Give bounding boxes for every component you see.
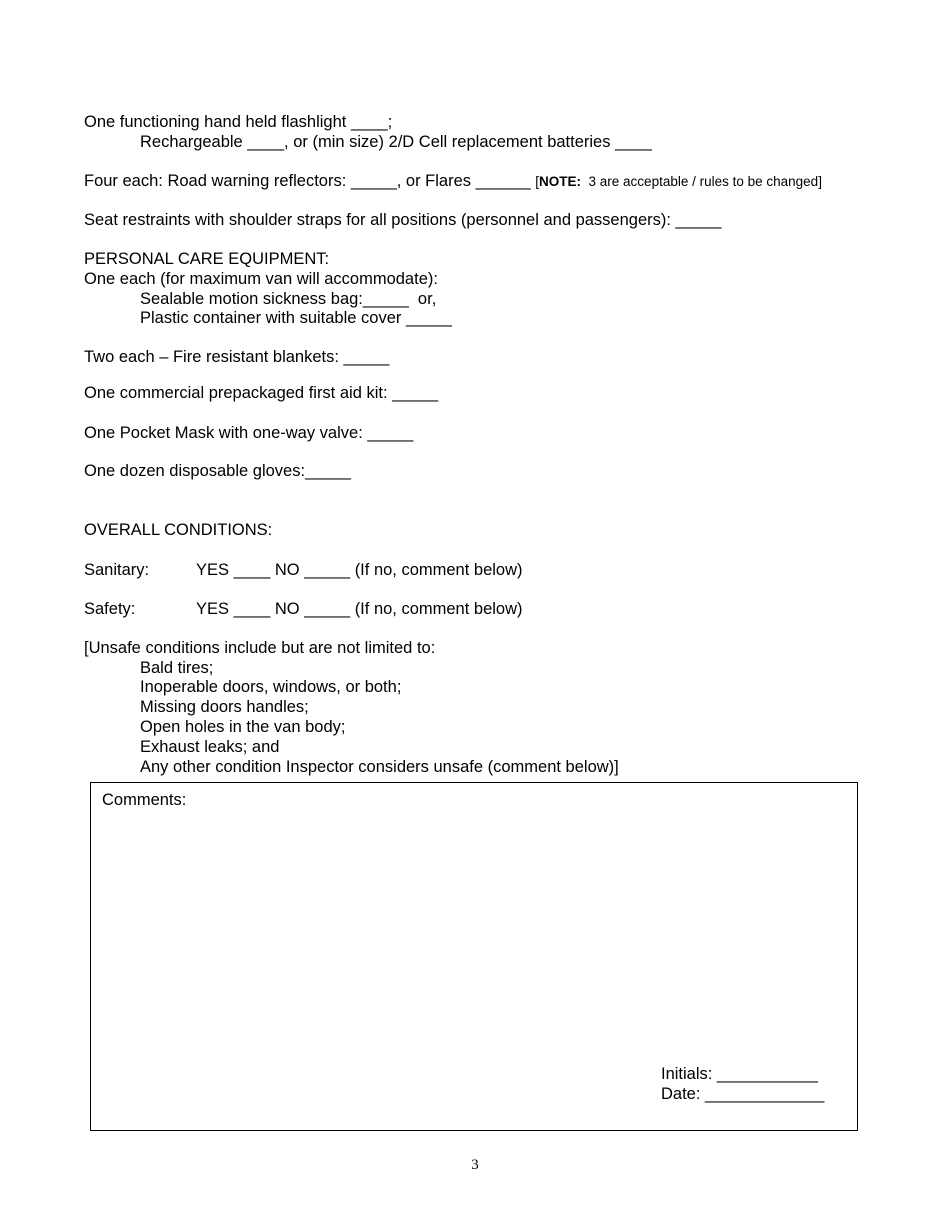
unsafe-item: Exhaust leaks; and bbox=[140, 738, 280, 756]
flashlight-line: One functioning hand held flashlight ____; bbox=[84, 113, 393, 131]
personal-care-item-sickness-bag: Sealable motion sickness bag:_____ or, bbox=[140, 290, 437, 308]
note-open-bracket: [ bbox=[535, 174, 540, 189]
unsafe-item: Missing doors handles; bbox=[140, 698, 309, 716]
note-label: NOTE: bbox=[539, 174, 582, 189]
flashlight-batteries-line: Rechargeable ____, or (min size) 2/D Cell replacement batteries ____ bbox=[140, 133, 652, 151]
reflectors-line bbox=[84, 171, 822, 192]
safety-value: YES ____ NO _____ (If no, comment below) bbox=[196, 600, 523, 618]
blankets-line: Two each – Fire resistant blankets: _____ bbox=[84, 348, 390, 366]
comments-label: Comments: bbox=[102, 791, 187, 809]
first-aid-line: One commercial prepackaged first aid kit: _____ bbox=[84, 384, 439, 402]
unsafe-item: Inoperable doors, windows, or both; bbox=[140, 678, 402, 696]
personal-care-one-each: One each (for maximum van will accommodate): bbox=[84, 270, 438, 288]
personal-care-heading: PERSONAL CARE EQUIPMENT: bbox=[84, 250, 330, 268]
comments-box[interactable] bbox=[90, 782, 858, 1131]
seat-restraints-line: Seat restraints with shoulder straps for all positions (personnel and passengers): _____ bbox=[84, 211, 722, 229]
note-text: 3 are acceptable / rules to be changed] bbox=[581, 174, 822, 189]
date-field[interactable]: Date: _____________ bbox=[661, 1085, 825, 1103]
overall-conditions-heading: OVERALL CONDITIONS: bbox=[84, 521, 273, 539]
personal-care-item-plastic-container: Plastic container with suitable cover _____ bbox=[140, 309, 452, 327]
reflectors-text: Four each: Road warning reflectors: _____, or Flares ______ bbox=[84, 172, 536, 190]
unsafe-intro: [Unsafe conditions include but are not limited to: bbox=[84, 639, 436, 657]
sanitary-label: Sanitary: bbox=[84, 561, 150, 579]
initials-field[interactable]: Initials: ___________ bbox=[661, 1065, 818, 1083]
unsafe-item: Bald tires; bbox=[140, 659, 214, 677]
sanitary-value: YES ____ NO _____ (If no, comment below) bbox=[196, 561, 523, 579]
safety-label: Safety: bbox=[84, 600, 136, 618]
pocket-mask-line: One Pocket Mask with one-way valve: _____ bbox=[84, 424, 414, 442]
unsafe-item: Open holes in the van body; bbox=[140, 718, 346, 736]
page-number: 3 bbox=[471, 1157, 479, 1173]
gloves-line: One dozen disposable gloves:_____ bbox=[84, 462, 351, 480]
unsafe-item: Any other condition Inspector considers unsafe (comment below)] bbox=[140, 758, 619, 776]
